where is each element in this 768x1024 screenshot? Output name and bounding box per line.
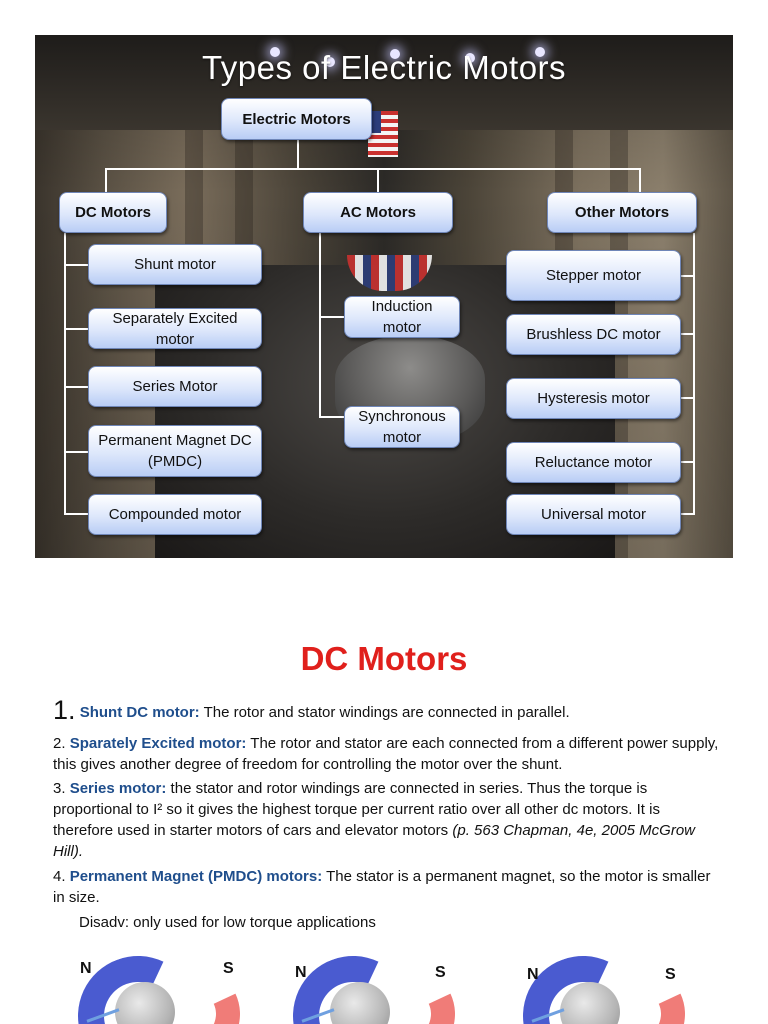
list-item-pmdc — [53, 866, 723, 933]
connector-line — [377, 168, 379, 194]
connector-line — [319, 233, 321, 418]
item-number: 4. — [53, 868, 66, 885]
node-stepper-motor: Stepper motor — [506, 250, 681, 301]
motor-diagram — [70, 948, 240, 1024]
list-item-series — [53, 778, 723, 862]
item-term: Sparately Excited motor: — [69, 735, 247, 752]
node-brushless-dc-motor: Brushless DC motor — [506, 314, 681, 355]
connector-line — [319, 416, 344, 418]
item-citation: (p. 563 Chapman, 4e, 2005 McGrow Hill). — [53, 822, 695, 860]
node-universal-motor: Universal motor — [506, 494, 681, 535]
connector-line — [681, 275, 695, 277]
connector-line — [681, 333, 695, 335]
node-pmdc-motor: Permanent Magnet DC (PMDC) — [88, 425, 262, 477]
pole-label-s: S — [665, 966, 676, 983]
connector-line — [681, 461, 695, 463]
connector-line — [105, 168, 641, 170]
connector-line — [64, 328, 88, 330]
connector-line — [681, 397, 695, 399]
connector-line — [105, 168, 107, 194]
connector-line — [319, 316, 344, 318]
connector-line — [64, 386, 88, 388]
item-term: Shunt DC motor: — [79, 704, 200, 721]
node-induction-motor: Induction motor — [344, 296, 460, 338]
motor-diagram — [285, 948, 455, 1024]
pole-label-n: N — [527, 966, 539, 983]
connector-line — [64, 451, 88, 453]
node-shunt-motor: Shunt motor — [88, 244, 262, 285]
slide-title: DC Motors — [300, 640, 468, 677]
item-term: Series motor: — [69, 780, 167, 797]
node-electric-motors: Electric Motors — [221, 98, 372, 140]
connector-line — [64, 513, 88, 515]
item-number: 1. — [53, 695, 76, 725]
connector-line — [64, 264, 88, 266]
list-item-separately-excited — [53, 733, 723, 775]
node-synchronous-motor: Synchronous motor — [344, 406, 460, 448]
item-note: Disadv: only used for low torque applications — [79, 914, 376, 931]
item-number: 2. — [53, 735, 66, 752]
node-separately-excited-motor: Separately Excited motor — [88, 308, 262, 349]
connector-line — [639, 168, 641, 194]
motor-diagram — [515, 948, 685, 1024]
node-dc-motors: DC Motors — [59, 192, 167, 233]
connector-line — [681, 513, 695, 515]
node-other-motors: Other Motors — [547, 192, 697, 233]
connector-line — [297, 140, 299, 170]
node-hysteresis-motor: Hysteresis motor — [506, 378, 681, 419]
item-text: The rotor and stator windings are connected in parallel. — [199, 704, 570, 721]
pole-label-n: N — [295, 964, 307, 981]
pole-label-n: N — [80, 960, 92, 977]
item-text: The stator is a permanent magnet, so the motor is smaller in size. — [53, 868, 711, 906]
slide-title: Types of Electric Motors — [201, 49, 567, 86]
node-ac-motors: AC Motors — [303, 192, 453, 233]
pole-label-s: S — [223, 960, 234, 977]
connector-line — [64, 233, 66, 513]
pole-label-s: S — [435, 964, 446, 981]
item-text: The rotor and stator are each connected from a different power supply, this gives another degree of freedom for controlling the motor over the shunt. — [53, 735, 719, 773]
slide-electric-motor-types — [35, 35, 733, 558]
node-compounded-motor: Compounded motor — [88, 494, 262, 535]
item-term: Permanent Magnet (PMDC) motors: — [69, 868, 323, 885]
item-text: the stator and rotor windings are connected in series. Thus the torque is proportional to I² so it gives the highest torque per current ratio over all other dc motors. It is therefore used in starter motors of cars and elevator motors — [53, 780, 660, 839]
list-item-shunt — [53, 695, 723, 725]
node-reluctance-motor: Reluctance motor — [506, 442, 681, 483]
node-series-motor: Series Motor — [88, 366, 262, 407]
item-number: 3. — [53, 780, 66, 797]
